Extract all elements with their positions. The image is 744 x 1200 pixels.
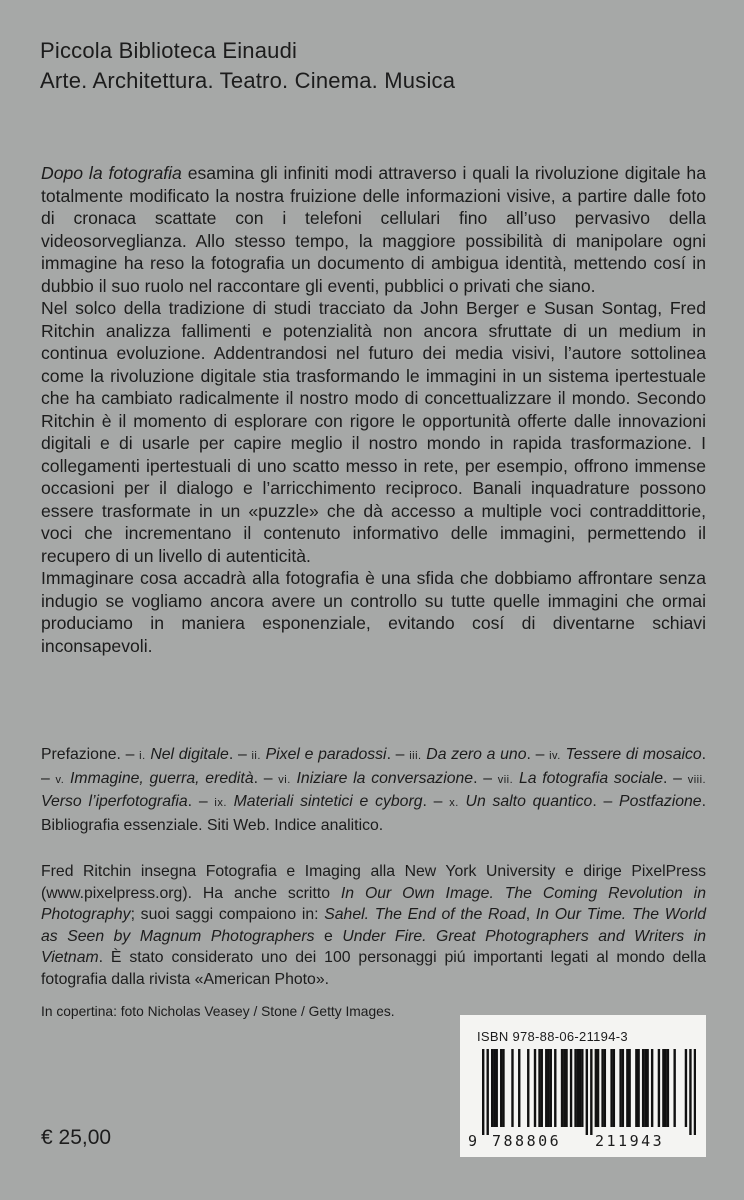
- series-subtitle: Arte. Architettura. Teatro. Cinema. Musica: [40, 68, 456, 93]
- barcode-bar: [610, 1049, 612, 1127]
- toc-chapter-num: x.: [449, 797, 459, 809]
- barcode-group-2: 211943: [595, 1132, 665, 1150]
- barcode-bar: [673, 1049, 675, 1127]
- toc-chapter-num: iii.: [409, 750, 422, 762]
- barcode-bar: [577, 1049, 579, 1127]
- toc-chapter-title: Tessere di mosaico: [565, 746, 702, 763]
- barcode-bar: [581, 1049, 583, 1127]
- barcode-bar: [628, 1049, 630, 1127]
- barcode-bar: [527, 1049, 529, 1127]
- barcode-bar: [570, 1049, 572, 1127]
- toc-prefazione: Prefazione.: [41, 746, 121, 763]
- barcode-bar: [622, 1049, 624, 1127]
- barcode-bar: [651, 1049, 653, 1127]
- toc-chapter-num: ii.: [251, 750, 261, 762]
- barcode-bar: [664, 1049, 666, 1127]
- barcode-bar: [496, 1049, 498, 1127]
- toc-postfazione: Postfazione: [619, 793, 702, 810]
- barcode-bar: [487, 1049, 489, 1135]
- blurb-paragraph-1: [41, 162, 706, 297]
- book-title: Dopo la fotografia: [41, 163, 182, 183]
- barcode-bar: [694, 1049, 696, 1135]
- price: € 25,00: [41, 1126, 112, 1149]
- toc-chapter-title: Un salto quantico: [465, 793, 593, 810]
- barcode-bar: [586, 1049, 588, 1135]
- barcode-bar: [554, 1049, 556, 1127]
- toc-chapter-num: v.: [55, 773, 65, 786]
- barcode-label: [460, 1015, 706, 1157]
- toc-chapter-title: Immagine, guerra, eredità: [70, 769, 254, 787]
- barcode-bar: [518, 1049, 520, 1127]
- toc-chapter-title: Da zero a uno: [426, 746, 527, 763]
- toc-chapter-title: Iniziare la conversazione: [296, 769, 474, 787]
- barcode-bar: [502, 1049, 504, 1127]
- series-heading: [40, 36, 455, 96]
- barcode-bar: [601, 1049, 603, 1127]
- barcode-bar: [547, 1049, 549, 1127]
- barcode-bar: [685, 1049, 687, 1127]
- barcode-bar: [646, 1049, 648, 1127]
- barcode-bar: [689, 1049, 691, 1135]
- barcode-bar: [637, 1049, 639, 1127]
- blurb-paragraph-2: Nel solco della tradizione di studi tracciato da John Berger e Susan Sontag, Fred Ritchin analizza fallimenti e potenzialità non ancora sfruttate di un medium in continua evoluzione. Addentrandosi nel futuro dei media visivi, l’autore sottolinea come la rivoluzione digitale stia trasformando le immagini in un sistema ipertestuale che ha cambiato radicalmente il nostro modo di concettualizzare il mondo. Secondo Ritchin è il momento di esplorare con rigore le opportunità offerte dalle innovazioni digitali e di usarle per capire meglio il nostro mondo in rapida trasformazione. I collegamenti ipertestuali di uno scatto messo in rete, per esempio, offrono immense occasioni per il dialogo e l’arricchimento reciproco. Banali inquadrature possono essere trasformate in un «puzzle» che dà accesso a multiple voci contraddittorie, voci che incrementano il contenuto informativo delle immagini, permettendo il recupero di un livello di autenticità.: [41, 298, 706, 566]
- toc-chapter-num: ix.: [214, 797, 227, 809]
- barcode-bar: [642, 1049, 644, 1127]
- barcode-bar: [511, 1049, 513, 1127]
- toc-chapter-num: vii.: [497, 773, 514, 786]
- blurb-paragraph-3: Immaginare cosa accadrà alla fotografia è una sfida che dobbiamo affrontare senza indugio se vogliamo ancora avere un controllo su tutte quelle immagini che ormai produciamo in maniera esponenziale, evitando cosí di diventarne schiavi inconsapevoli.: [41, 568, 706, 656]
- toc-chapter-title: Nel digitale: [150, 746, 229, 763]
- barcode-group-1: 788806: [492, 1132, 562, 1150]
- barcode-bar: [595, 1049, 597, 1127]
- barcode-bar: [550, 1049, 552, 1127]
- barcode-bar: [500, 1049, 502, 1127]
- barcode-bar: [482, 1049, 484, 1135]
- barcode-bar: [667, 1049, 669, 1127]
- barcode-bar: [579, 1049, 581, 1127]
- barcode-bar: [541, 1049, 543, 1127]
- barcode-bar: [493, 1049, 495, 1127]
- barcode-bar: [491, 1049, 493, 1127]
- cover-credit: In copertina: foto Nicholas Veasey / Stone / Getty Images.: [41, 1004, 395, 1019]
- barcode-bar: [658, 1049, 660, 1127]
- toc-chapter-num: viii.: [687, 773, 707, 786]
- isbn: ISBN 978-88-06-21194-3: [477, 1029, 628, 1044]
- blurb: [41, 162, 706, 657]
- barcode-bar: [590, 1049, 592, 1135]
- barcode-bar: [662, 1049, 664, 1127]
- barcode-bar: [626, 1049, 628, 1127]
- toc-chapter-title: Pixel e paradossi: [265, 746, 387, 763]
- toc-chapter-num: iv.: [549, 750, 561, 762]
- toc-chapter-num: i.: [139, 750, 146, 762]
- barcode-bar: [644, 1049, 646, 1127]
- toc-chapter-title: Materiali sintetici e cyborg: [233, 793, 423, 810]
- author-bio: Fred Ritchin insegna Fotografia e Imaging alla New York University e dirige PixelPress (www.pixelpress.org). Ha anche scritto In Our Own Image. The Coming Revolution in Photography; suoi saggi compaiono in: Sahel. The End of the Road, In Our Time. The World as Seen by Magnum Photographers e Under Fire. Great Photographers and Writers in Vietnam. È stato considerato uno dei 100 personaggi piú importanti legati al mondo della fotografia dalla rivista «American Photo».: [41, 863, 707, 988]
- barcode-bar: [538, 1049, 540, 1127]
- barcode-bar: [561, 1049, 563, 1127]
- toc-tail: . Bibliografia essenziale. Siti Web. Indice analitico.: [41, 793, 706, 834]
- barcode-bar: [597, 1049, 599, 1127]
- toc-chapter-title: Verso l’iperfotografia: [41, 793, 188, 810]
- series-title: Piccola Biblioteca Einaudi: [40, 38, 298, 63]
- barcode-icon: [482, 1049, 696, 1135]
- barcode-bar: [563, 1049, 565, 1127]
- toc-chapter-title: La fotografia sociale: [518, 769, 664, 787]
- barcode-bar: [635, 1049, 637, 1127]
- blurb-text-1: esamina gli infiniti modi attraverso i quali la rivoluzione digitale ha totalmente modificato la nostra fruizione delle informazioni visive, a partire dalle foto di cronaca scattate con i telefoni cellulari fino all’uso pervasivo della videosorveglianza. Allo stesso tempo, la maggiore possibilità di manipolare ogni immagine ha reso la fotografia un documento di ambigua identità, mettendo cosí in dubbio il suo ruolo nel raccontare gli eventi, pubblici o privati che siano.: [41, 163, 706, 296]
- barcode-bar: [619, 1049, 621, 1127]
- table-of-contents: Prefazione. – i. Nel digitale. – ii. Pixel e paradossi. – iii. Da zero a uno. – iv. Tessere di mosaico. – v. Immagine, guerra, eredità. – vi. Iniziare la conversazione. – vii. La fotografia sociale. – viii. Verso l’iperfotografia. – ix. Materiali sintetici e cyborg. – x. Un salto quantico. – Postfazione. Bibliografia essenziale. Siti Web. Indice analitico.: [41, 746, 707, 834]
- toc-chapter-num: vi.: [278, 773, 291, 786]
- barcode-bar: [545, 1049, 547, 1127]
- barcode-bar: [574, 1049, 576, 1127]
- barcode-bar: [565, 1049, 567, 1127]
- barcode-lead-digit: 9: [468, 1132, 478, 1150]
- barcode-bar: [534, 1049, 536, 1127]
- barcode-bar: [604, 1049, 606, 1127]
- barcode-bar: [613, 1049, 615, 1127]
